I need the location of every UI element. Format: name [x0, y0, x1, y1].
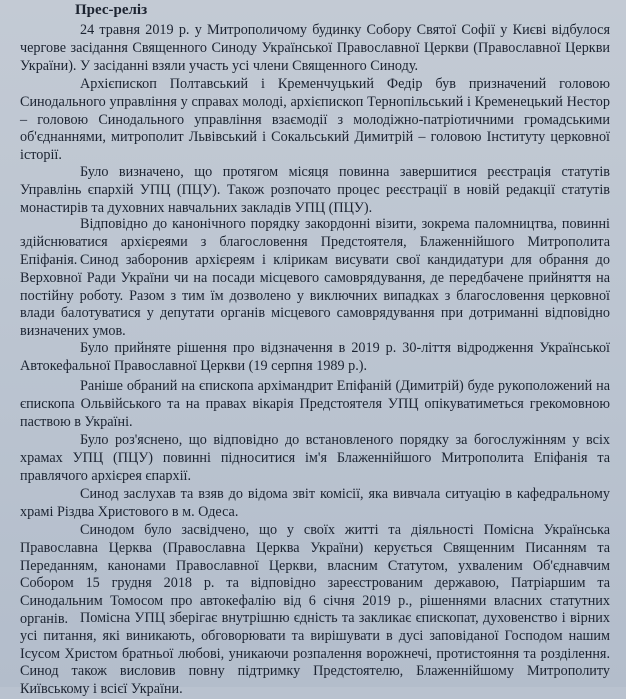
paragraph-4: Відповідно до канонічного порядку закордонні візити, зокрема паломництва, повинні здійснюватися архієреями з благословення Предстоятеля, Блаженнійшого Митрополита Епіфанія.: [20, 216, 610, 268]
document-title: Прес-реліз: [75, 2, 148, 18]
paragraph-5: Синод заборонив архієреям і клірикам висувати свої кандидатури для обрання до Верховної Ради України чи на посади місцевого самоврядування, де передбачене прийняття на постійну роботу. Разом з тим їм дозволено у виключних випадках з благословення церковної влади балотуватися у депутати органів місцевого самоврядування при дотриманні відповідно визначених умов.: [20, 252, 610, 340]
paragraph-3: Було визначено, що протягом місяця повинна завершитися реєстрація статутів Управлінь єпархій УПЦ (ПЦУ). Також розпочато процес реєстрації в новій редакції статутів монастирів та духовних навчальних закладів УПЦ (ПЦУ).: [20, 164, 610, 216]
paragraph-10: Синодом було засвідчено, що у своїх житті та діяльності Помісна Українська Православна Церква (Православна Церква України) керується Священним Писанням та Переданням, канонами Православної Церкви, власним Статутом, ухваленим Об'єднавчим Собором 15 грудня 2018 р. та відповідно зареєстрованим державою, Патріаршим та Синодальним Томосом про автокефалію від 6 січня 2019 р., рішеннями власних статутних органів.: [20, 522, 610, 627]
paragraph-7: Раніше обраний на єпископа архімандрит Епіфаній (Димитрій) буде рукоположений на єпископа Ольвійського та на правах вікарія Предстоятеля УПЦ опікуватиметься грекомовною паствою в Україні.: [20, 378, 610, 430]
paragraph-2: Архієпископ Полтавський і Кременчуцький Федір був призначений головою Синодального управління у справах молоді, архієпископ Тернопільський і Кременецький Нестор – головою Синодального управління взаємодії з молодіжно-патріотичними громадськими об'єднаннями, митрополит Львівський і Сокальський Димитрій – головою Інституту церковної історії.: [20, 76, 610, 164]
paragraph-1: 24 травня 2019 р. у Митрополичому будинку Собору Святої Софії у Києві відбулося чергове засідання Священного Синоду Української Православної Церкви (Православної Церкви України). У засіданні взяли участь усі члени Священного Синоду.: [20, 22, 610, 74]
paragraph-9: Синод заслухав та взяв до відома звіт комісії, яка вивчала ситуацію в кафедральному храмі Різдва Христового в м. Одеса.: [20, 486, 610, 520]
paragraph-8: Було роз'яснено, що відповідно до встановленого порядку за богослужінням у всіх храмах УПЦ (ПЦУ) повинні підноситися ім'я Блаженнійшого Митрополита Епіфанія та правлячого архієрея єпархії.: [20, 432, 610, 484]
paragraph-11: Помісна УПЦ зберігає внутрішню єдність та закликає єпископат, духовенство і вірних усі питання, які виникають, обговорювати та вирішувати в дусі заповіданої Господом нашим Ісусом Христом братньої любові, уникаючи розпалення ворожнечі, протистояння та розділення. Синод також висловив повну підтримку Предстоятелю, Блаженнійшому Митрополиту Київському і всієї України.: [20, 610, 610, 698]
paragraph-6: Було прийняте рішення про відзначення в 2019 р. 30-ліття відродження Української Автокефальної Православної Церкви (19 серпня 1989 р.).: [20, 340, 610, 374]
